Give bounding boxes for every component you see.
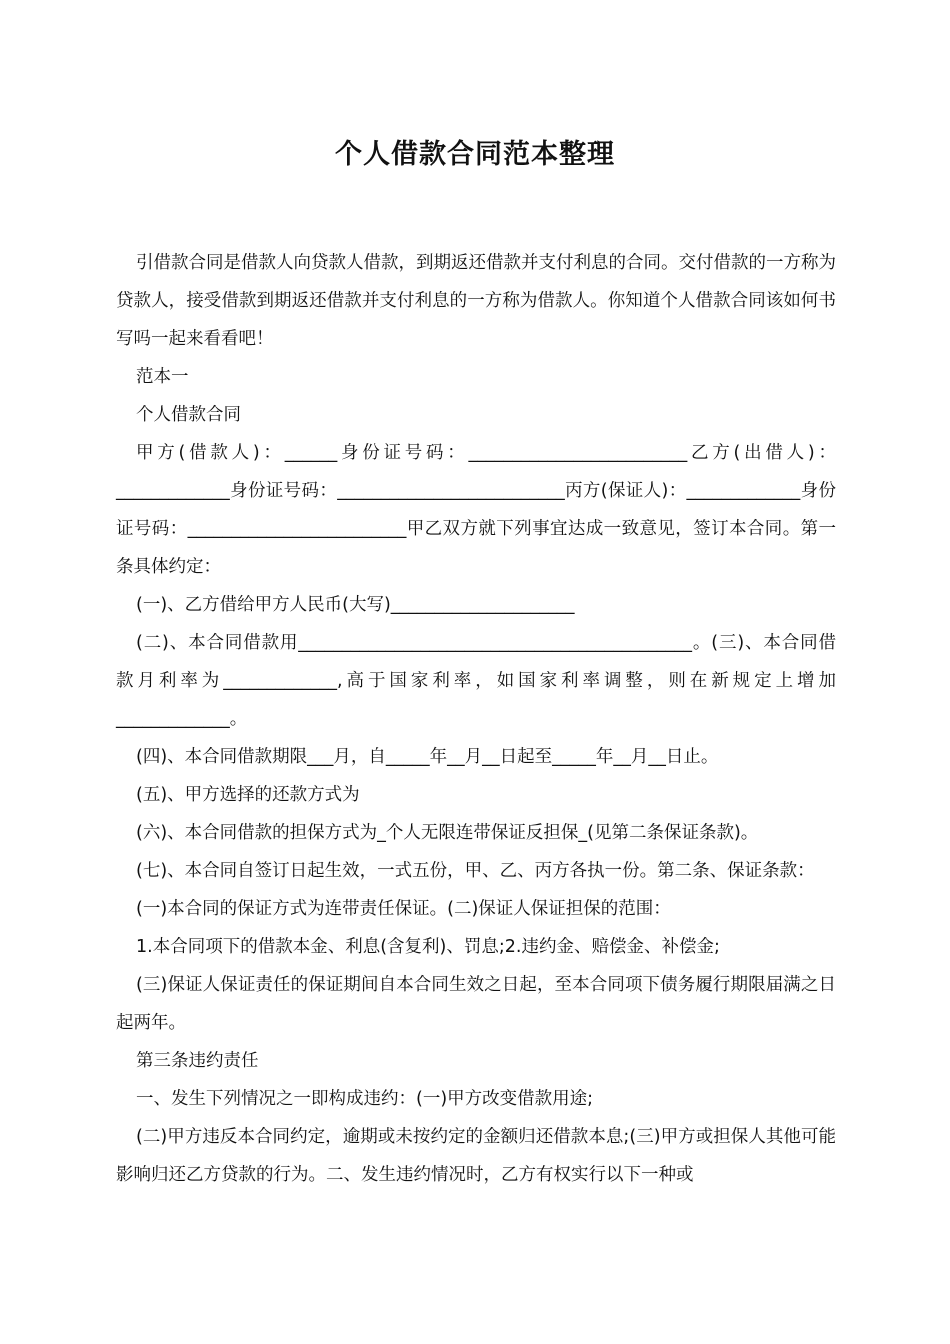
paragraph-guarantee-1: (一)本合同的保证方式为连带责任保证。(二)保证人保证担保的范围： [136, 899, 671, 919]
document-body [116, 244, 836, 1194]
paragraph-clause-2-3: (二)、本合同借款用_____________________________________________。(三)、本合同借款月利率为_____________,高于国家利率，如国家利率调整，则在新规定上增加_____________。 [116, 633, 836, 729]
paragraph-intro: 引借款合同是借款人向贷款人借款，到期返还借款并支付利息的合同。交付借款的一方称为贷款人，接受借款到期返还借款并支付利息的一方称为借款人。你知道个人借款合同该如何书写吗一起来看看吧！ [116, 253, 836, 349]
paragraph-guarantee-scope: 1.本合同项下的借款本金、利息(含复利)、罚息;2.违约金、赔偿金、补偿金; [136, 937, 720, 957]
paragraph-clause-5: (五)、甲方选择的还款方式为 [136, 785, 360, 805]
paragraph-guarantee-period: (三)保证人保证责任的保证期间自本合同生效之日起，至本合同项下债务履行期限届满之日起两年。 [116, 975, 836, 1033]
paragraph-sample-heading: 范本一 [136, 367, 189, 387]
paragraph-breach-2: (二)甲方违反本合同约定，逾期或未按约定的金额归还借款本息;(三)甲方或担保人其他可能影响归还乙方贷款的行为。二、发生违约情况时，乙方有权实行以下一种或 [116, 1127, 836, 1185]
paragraph-clause-4: (四)、本合同借款期限___月，自_____年__月__日起至_____年__月__日止。 [136, 747, 719, 767]
paragraph-parties: 甲方(借款人)：______身份证号码：_________________________乙方(出借人)：_____________身份证号码：__________________________丙方(保证人)：_____________身份证号码：_________________________甲乙双方就下列事宜达成一致意见，签订本合同。第一条具体约定： [116, 443, 836, 577]
paragraph-breach-1: 一、发生下列情况之一即构成违约：(一)甲方改变借款用途; [136, 1089, 594, 1109]
paragraph-breach-heading: 第三条违约责任 [136, 1051, 259, 1071]
paragraph-clause-6: (六)、本合同借款的担保方式为_个人无限连带保证反担保_(见第二条保证条款)。 [136, 823, 759, 843]
paragraph-contract-name: 个人借款合同 [136, 405, 241, 425]
paragraph-clause-7: (七)、本合同自签订日起生效，一式五份，甲、乙、丙方各执一份。第二条、保证条款： [136, 861, 815, 881]
paragraph-clause-1: (一)、乙方借给甲方人民币(大写)_____________________ [136, 595, 575, 615]
document-title: 个人借款合同范本整理 [335, 139, 615, 170]
